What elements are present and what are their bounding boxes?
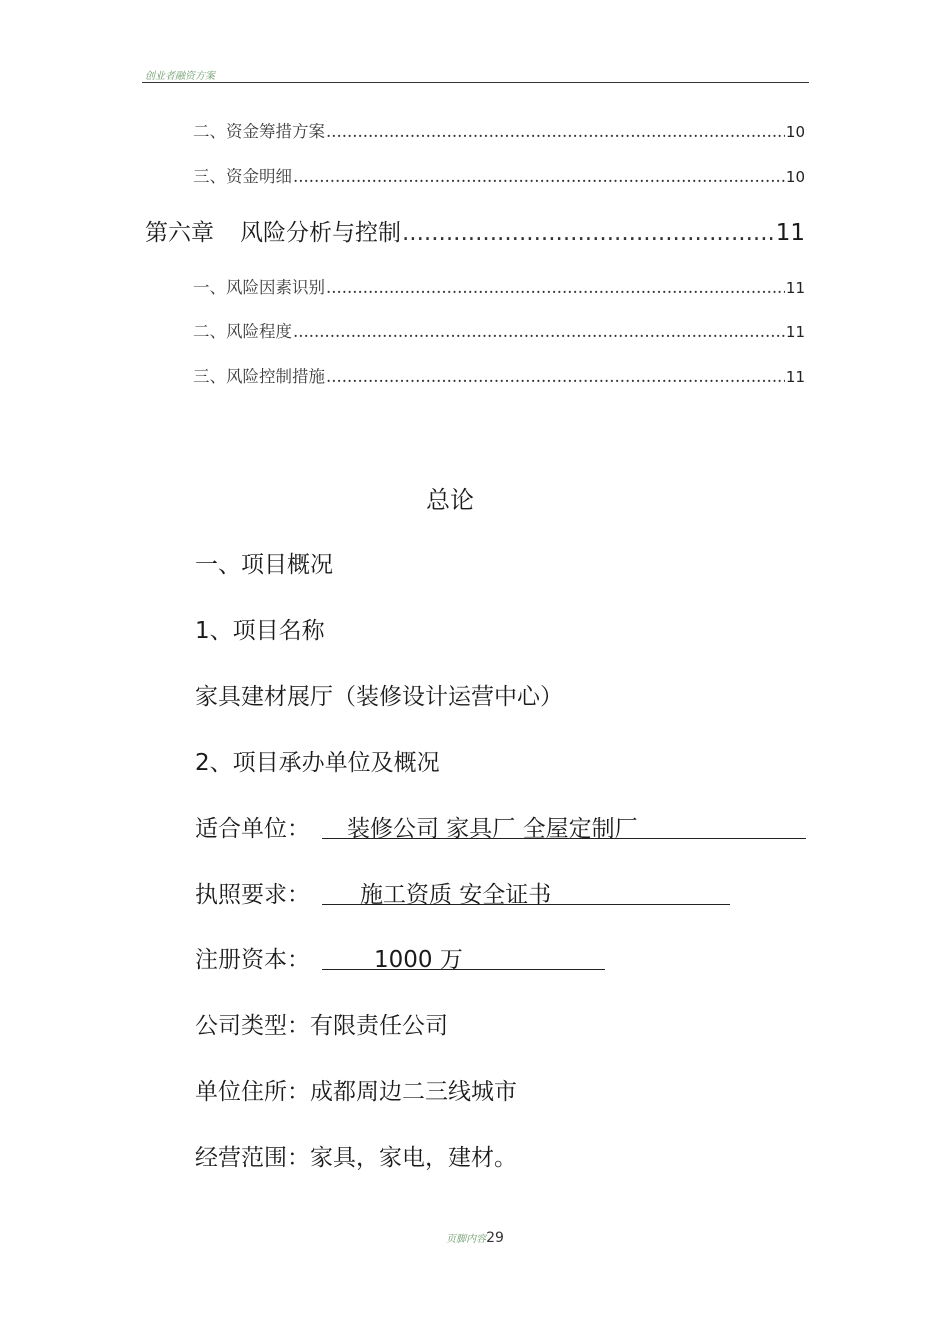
toc-entry-label: 一、风险因素识别 [193,278,325,297]
toc-entry-page: 10 [785,168,805,186]
field-underline [322,838,806,839]
field-label-address: 单位住所： [195,1079,310,1105]
toc-leader-dots [326,278,785,297]
toc-entry-page: 11 [785,323,805,341]
toc-entry[interactable] [193,118,805,142]
toc-entry-page: 11 [785,368,805,386]
page-footer [0,1227,950,1246]
section-title: 总论 [426,486,474,514]
toc-leader-dots [293,322,785,341]
field-value-address: 成都周边二三线城市 [310,1079,517,1105]
toc-entry[interactable] [193,318,805,342]
field-label-suitable-unit: 适合单位： [195,816,310,842]
running-header: 创业者融资方案 [145,71,215,82]
field-value-company-type: 有限责任公司 [310,1013,448,1039]
toc-leader-dots [402,220,775,246]
project-name-text: 家具建材展厅（装修设计运营中心） [195,684,563,710]
field-company-type [195,1007,448,1040]
heading-organizer: 2、项目承办单位及概况 [195,750,440,776]
field-underline [322,904,730,905]
toc-leader-dots [293,167,785,186]
field-label-capital: 注册资本： [195,947,310,973]
header-divider [142,82,809,83]
toc-chapter-page: 11 [775,220,805,246]
toc-entry-label: 三、资金明细 [193,167,292,186]
toc-entry-label: 三、风险控制措施 [193,367,325,386]
toc-entry[interactable] [193,363,805,387]
field-label-license: 执照要求： [195,882,310,908]
toc-leader-dots [326,122,785,141]
toc-chapter-entry[interactable] [145,214,805,247]
field-address [195,1073,517,1106]
page-number: 29 [486,1230,504,1246]
field-value-business-scope: 家具，家电，建材。 [310,1145,517,1171]
toc-chapter-label: 风险分析与控制 [240,220,401,246]
field-value-capital: 1000 万 [374,947,463,973]
field-label-company-type: 公司类型： [195,1013,310,1039]
field-label-business-scope: 经营范围： [195,1145,310,1171]
toc-entry-label: 二、风险程度 [193,322,292,341]
footer-label: 页脚内容 [446,1234,487,1245]
toc-entry-page: 10 [785,123,805,141]
field-value-suitable-unit: 装修公司 家具厂 全屋定制厂 [347,816,638,842]
field-underline [322,969,605,970]
toc-entry[interactable] [193,163,805,187]
heading-project-name: 1、项目名称 [195,618,325,644]
heading-project-overview: 一、项目概况 [195,552,333,578]
field-business-scope [195,1139,517,1172]
field-value-license: 施工资质 安全证书 [360,882,552,908]
toc-entry-label: 二、资金筹措方案 [193,122,325,141]
toc-leader-dots [326,367,785,386]
toc-entry-page: 11 [785,279,805,297]
toc-entry[interactable] [193,274,805,298]
toc-chapter-number: 第六章 [145,220,214,246]
